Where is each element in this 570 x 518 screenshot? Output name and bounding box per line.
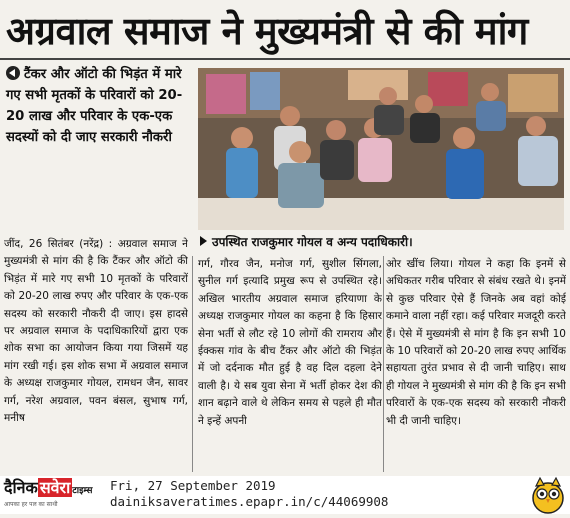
- caption-arrow-icon: [200, 236, 207, 246]
- logo-part-1: दैनिक: [4, 478, 38, 497]
- article-column-2: गर्ग, गौरव जैन, मनोज गर्ग, सुशील सिंगला, सुनील गर्ग इत्यादि प्रमुख रूप से उपस्थित रहे। अखिल भारतीय अग्रवाल समाज हरियाणा के अध्यक्ष राजकुमार गोयल का कहना है कि हिसार सेना भर्ती से लौट रहे 10 लोगों की रामराय और ईक्कस गांव के बीच टैंकर और ऑटो की भिड़ंत में जो दर्दनाक मौत हुई है वह दिल दहला देने वाली है। ये सब युवा सेना में भर्ती होकर देश की शान बढ़ाने वाले थे लेकिन समय से पहले ही मौत ने इन्हें अपनी: [198, 258, 382, 427]
- column-divider: [383, 256, 384, 472]
- headline: अग्रवाल समाज ने मुख्यमंत्री से की मांग: [6, 9, 528, 53]
- edition-date: Fri, 27 September 2019: [110, 478, 276, 493]
- group-photo: [198, 68, 564, 230]
- subhead-text: टैंकर और ऑटो की भिड़ंत में मारे गए सभी मृतकों के परिवारों को 20-20 लाख और परिवार के एक-एक सदस्यों को दी जाए सरकारी नौकरी: [6, 67, 183, 145]
- article-column-3: ओर खींच लिया। गोयल ने कहा कि इनमें से अधिकतर गरीब परिवार से संबंध रखते थे। इनमें से कुछ परिवार ऐसे हैं जिनके अब वहां कोई कमाने वाला नहीं रहा। कई परिवार मजदूरी करते हैं। ऐसे में मुख्यमंत्री से मांग है कि इन सभी 10 के 10 परिवारों को 20-20 लाख रुपए आर्थिक सहायता तुरंत प्रभाव से दी जानी चाहिए। साथ ही गोयल ने मुख्यमंत्री से मांग की है कि इन सभी परिवारों के एक-एक सदस्य को सरकारी नौकरी भी दी जानी चाहिए।: [386, 258, 566, 427]
- footer: [0, 476, 570, 514]
- owl-mascot-icon: [528, 476, 568, 514]
- logo-part-2: सवेरा: [39, 478, 71, 497]
- epaper-url[interactable]: dainiksaveratimes.epapr.in/c/44069908: [110, 494, 389, 509]
- article-column-1: जींद, 26 सितंबर (नरेंद्र) : अग्रवाल समाज ने मुख्यमंत्री से मांग की है कि टैंकर और ऑटो की भिड़ंत में मारे गए सभी 10 मृतकों के परिवारों को 20-20 लाख रुपए और परिवार के एक-एक सदस्य को सरकारी नौकरी दी जाए। इस हादसे पर अग्रवाल समाज के पदाधिकारियों द्वारा एक शोक सभा का आयोजन किया गया जिसमें यह मांग रखी गई। इस शोक सभा में अग्रवाल समाज के अध्यक्ष राजकुमार गोयल, रामधन जैन, सावर गर्ग, नरेश अग्रवाल, पवन बंसल, सुभाष गर्ग, मनीष: [4, 238, 188, 425]
- photo-caption: [198, 232, 564, 252]
- subhead: [6, 64, 192, 148]
- arrow-bullet-icon: [6, 66, 20, 80]
- headline-rule: [0, 58, 570, 60]
- logo-tagline: आपका हर पल का साथी: [4, 501, 58, 508]
- newspaper-logo: [4, 479, 108, 511]
- logo-part-3: टाइम्स: [72, 486, 93, 496]
- caption-text: उपस्थित राजकुमार गोयल व अन्य पदाधिकारी।: [212, 235, 413, 249]
- column-divider: [192, 256, 193, 472]
